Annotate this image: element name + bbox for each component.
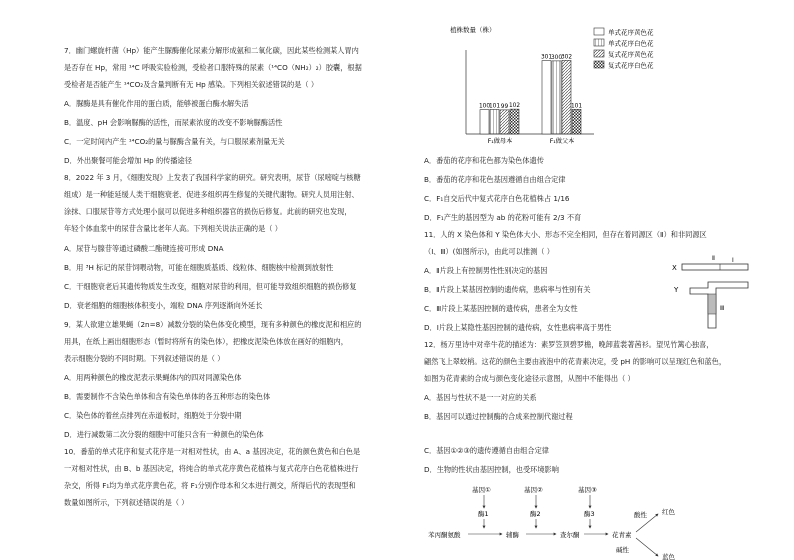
category-label: F₁做父本 (549, 138, 575, 144)
q8-line4: 年轻个体血浆中的尿苷含量比老年人高。下列相关说法正确的是（ ） (64, 224, 282, 233)
q11-option-b: B．Ⅱ片段上某基因控制的遗传病，患病率与性别有关 (424, 285, 591, 294)
segment-ii-label: Ⅱ (712, 255, 715, 262)
data-label: 99 (500, 103, 509, 110)
y-chromosome (690, 282, 748, 328)
q8-option-b: B．用 ³H 标记的尿苷饲喂动物，可能在细胞质基质、线粒体、细胞核中检测到放射性 (64, 263, 334, 272)
data-label: 100 (478, 103, 491, 110)
legend-swatch (594, 61, 604, 68)
substance-4-label: 花青素 (612, 531, 632, 539)
q7-line3: 受检者是否能产生 ¹⁴CO₂及含量判断有无 Hp 感染。下列相关叙述错误的是（ ） (64, 80, 319, 89)
q10-option-b: B．番茄的花序和花色基因遵循自由组合定律 (424, 175, 566, 184)
bar (542, 61, 551, 134)
y-axis-label: 植株数量（株） (450, 26, 496, 34)
q11-option-c: C．Ⅲ片段上某基因控制的遗传病，患者全为女性 (424, 304, 578, 313)
data-label: 102 (508, 103, 521, 110)
gene-1-label: 基因① (472, 486, 491, 494)
xy-chromosome-diagram (672, 250, 754, 330)
data-label: 101 (570, 103, 583, 110)
q7-line1: 7．幽门螺旋杆菌（Hp）能产生脲酶催化尿素分解形成氨和二氧化碳，因此某些检测某人胃内 (64, 46, 359, 55)
enzyme-2-label: 酶2 (530, 510, 541, 518)
color-red-label: 红色 (662, 508, 675, 516)
enzyme-1-label: 酶1 (478, 510, 489, 518)
q12-line3: 如图为花青素的合成与颜色变化途径示意图，从图中不能得出（ ） (424, 374, 635, 383)
q8-line1: 8．2022 年 3 月，《细胞发现》上发表了我国科学家的研究。研究表明，尿苷（尿嘧啶与核糖 (64, 173, 361, 182)
segment-i-label: Ⅰ (732, 257, 734, 264)
substance-2-label: 辅酶 (506, 531, 519, 539)
bar (480, 110, 489, 134)
legend-entry: 单式花序黄色花 (608, 28, 654, 37)
substance-3-label: 查尔酮 (560, 531, 580, 539)
q7-option-d: D．外出聚餐可能会增加 Hp 的传播途径 (64, 156, 192, 165)
condition-base-label: 碱性 (616, 546, 629, 554)
legend-swatch (594, 50, 604, 57)
q8-option-d: D．衰老细胞的细胞核体积变小，端粒 DNA 序列逐渐向外延长 (64, 301, 263, 310)
condition-acid-label: 酸性 (634, 511, 647, 519)
q9-line3: 表示细胞分裂的不同时期。下列叙述错误的是（ ） (64, 354, 225, 363)
right-column (424, 0, 754, 560)
substance-1-label: 苯丙酮氨酸 (428, 531, 461, 539)
q7-option-b: B．温度、pH 会影响脲酶的活性，而尿素浓度的改变不影响脲酶活性 (64, 118, 283, 127)
q12-option-b: B．基因可以通过控制酶的合成来控制代谢过程 (424, 412, 573, 421)
legend-entry: 复式花序白色花 (608, 61, 654, 70)
bar-chart (424, 22, 754, 144)
q9-option-a: A．用两种颜色的橡皮泥表示果蝇体内的四对同源染色体 (64, 373, 242, 382)
legend-entry: 单式花序白色花 (608, 39, 654, 48)
q9-line2: 用具，在纸上画出细胞形态（暂时将所有的染色体），把橡皮泥染色体放在画好的细胞内， (64, 337, 348, 346)
q8-option-c: C．干细胞衰老后其遗传物质发生改变，细胞对尿苷的利用，但可能导致组织细胞的损伤修复 (64, 282, 357, 291)
bar (510, 109, 519, 134)
q12-option-c: C．基因①②③的遗传遵循自由组合定律 (424, 446, 549, 455)
legend-entry: 复式花序黄色花 (608, 50, 654, 59)
x-chromosome (682, 264, 748, 270)
pathway-diagram (424, 484, 754, 560)
q9-option-b: B．需要制作不含染色单体和含有染色单体的各五种形态的染色体 (64, 392, 271, 401)
q10-option-c: C．F₁自交后代中复式花序白色花植株占 1/16 (424, 194, 570, 203)
data-label: 301 (540, 54, 553, 61)
enzyme-3-label: 酶3 (584, 510, 595, 518)
q7-line2: 是否存在 Hp，常用 ¹⁴C 呼吸实验检测，受检者口服特殊的尿素（¹⁴CO（NH₂）₂）胶囊，根据 (64, 63, 362, 72)
q12-line2: 翩然飞上翠蛟梢。这花的颜色主要由液泡中的花青素决定，受 pH 的影响可以呈现红色和蓝色， (424, 357, 727, 366)
data-label: 302 (560, 54, 573, 61)
q10-line1: 10．番茄的单式花序和复式花序是一对相对性状，由 A、a 基因决定，花的颜色黄色和白色是 (64, 447, 361, 456)
q11-option-d: D．Ⅰ片段上某隐性基因控制的遗传病，女性患病率高于男性 (424, 323, 612, 332)
data-label: 300 (550, 54, 563, 61)
bar (500, 110, 509, 134)
q10-line2: 一对相对性状，由 B、b 基因决定，将纯合的单式花序黄色花植株与复式花序白色花植株进行 (64, 464, 359, 473)
q10-line3: 杂交，所得 F₁均为单式花序黄色花，将 F₁分别作母本和父本进行测交，所得后代的表现型和 (64, 481, 356, 490)
bar (562, 60, 571, 134)
gene-2-label: 基因② (524, 486, 543, 494)
q8-option-a: A．尿苷与腺苷等通过磷酸二酯键连接可形成 DNA (64, 244, 224, 253)
y-homologous-segment (708, 294, 716, 314)
q10-option-a: A．番茄的花序和花色都为染色体遗传 (424, 156, 544, 165)
bar (572, 109, 581, 134)
q12-option-a: A．基因与性状不是一一对应的关系 (424, 393, 537, 402)
q9-line1: 9．某人欲建立雄果蝇（2n=8）减数分裂的染色体变化模型，现有多种颜色的橡皮泥和相应的 (64, 320, 362, 329)
q12-line1: 12．杨万里诗中对牵牛花的描述为：素罗笠顶碧罗檐，晚卸蓝裳著茜衫。望见竹篱心独喜， (424, 340, 714, 349)
gene-3-label: 基因③ (578, 486, 597, 494)
bar (552, 61, 561, 134)
q8-line2: 组成）是一种能延缓人类干细胞衰老、促进多组织再生修复的关键代谢物。研究人员用注射、 (64, 190, 359, 199)
q10-line4: 数量如图所示，下列叙述错误的是（ ） (64, 498, 189, 507)
q11-option-a: A．Ⅱ片段上有控制男性性别决定的基因 (424, 266, 548, 275)
data-label: 101 (488, 103, 501, 110)
q8-line3: 涂抹、口服尿苷等方式处理小鼠可以促进多种组织器官的损伤后修复。此前的研究也发现， (64, 207, 352, 216)
q11-line1: 11．人的 X 染色体和 Y 染色体大小、形态不完全相同，但存在着同源区（Ⅱ）和非同源区 (424, 230, 707, 239)
q9-option-c: C．染色体的着丝点排列在赤道板时，细胞处于分裂中期 (64, 411, 242, 420)
left-column (64, 0, 404, 560)
segment-iii-label: Ⅲ (720, 305, 725, 312)
legend-swatch (594, 39, 604, 46)
color-blue-label: 蓝色 (662, 553, 675, 560)
y-label: Y (674, 286, 679, 294)
q9-option-d: D．进行减数第二次分裂的细胞中可能只含有一种颜色的染色体 (64, 430, 264, 439)
q7-option-a: A．脲酶是具有催化作用的蛋白质，能够被蛋白酶水解失活 (64, 99, 249, 108)
q10-option-d: D．F₁产生的基因型为 ab 的花粉可能有 2/3 不育 (424, 213, 582, 222)
x-label: X (672, 264, 677, 272)
q7-option-c: C．一定时间内产生 ¹⁴CO₂的量与脲酶含量有关，与口服尿素剂量无关 (64, 137, 285, 146)
bar (490, 109, 499, 134)
category-label: F₁做母本 (487, 138, 513, 144)
q12-option-d: D．生物的性状由基因控制，也受环境影响 (424, 465, 559, 474)
legend-swatch (594, 28, 604, 35)
q11-line2: （Ⅰ、Ⅲ）(如图所示)，由此可以推测（ ） (424, 247, 554, 256)
